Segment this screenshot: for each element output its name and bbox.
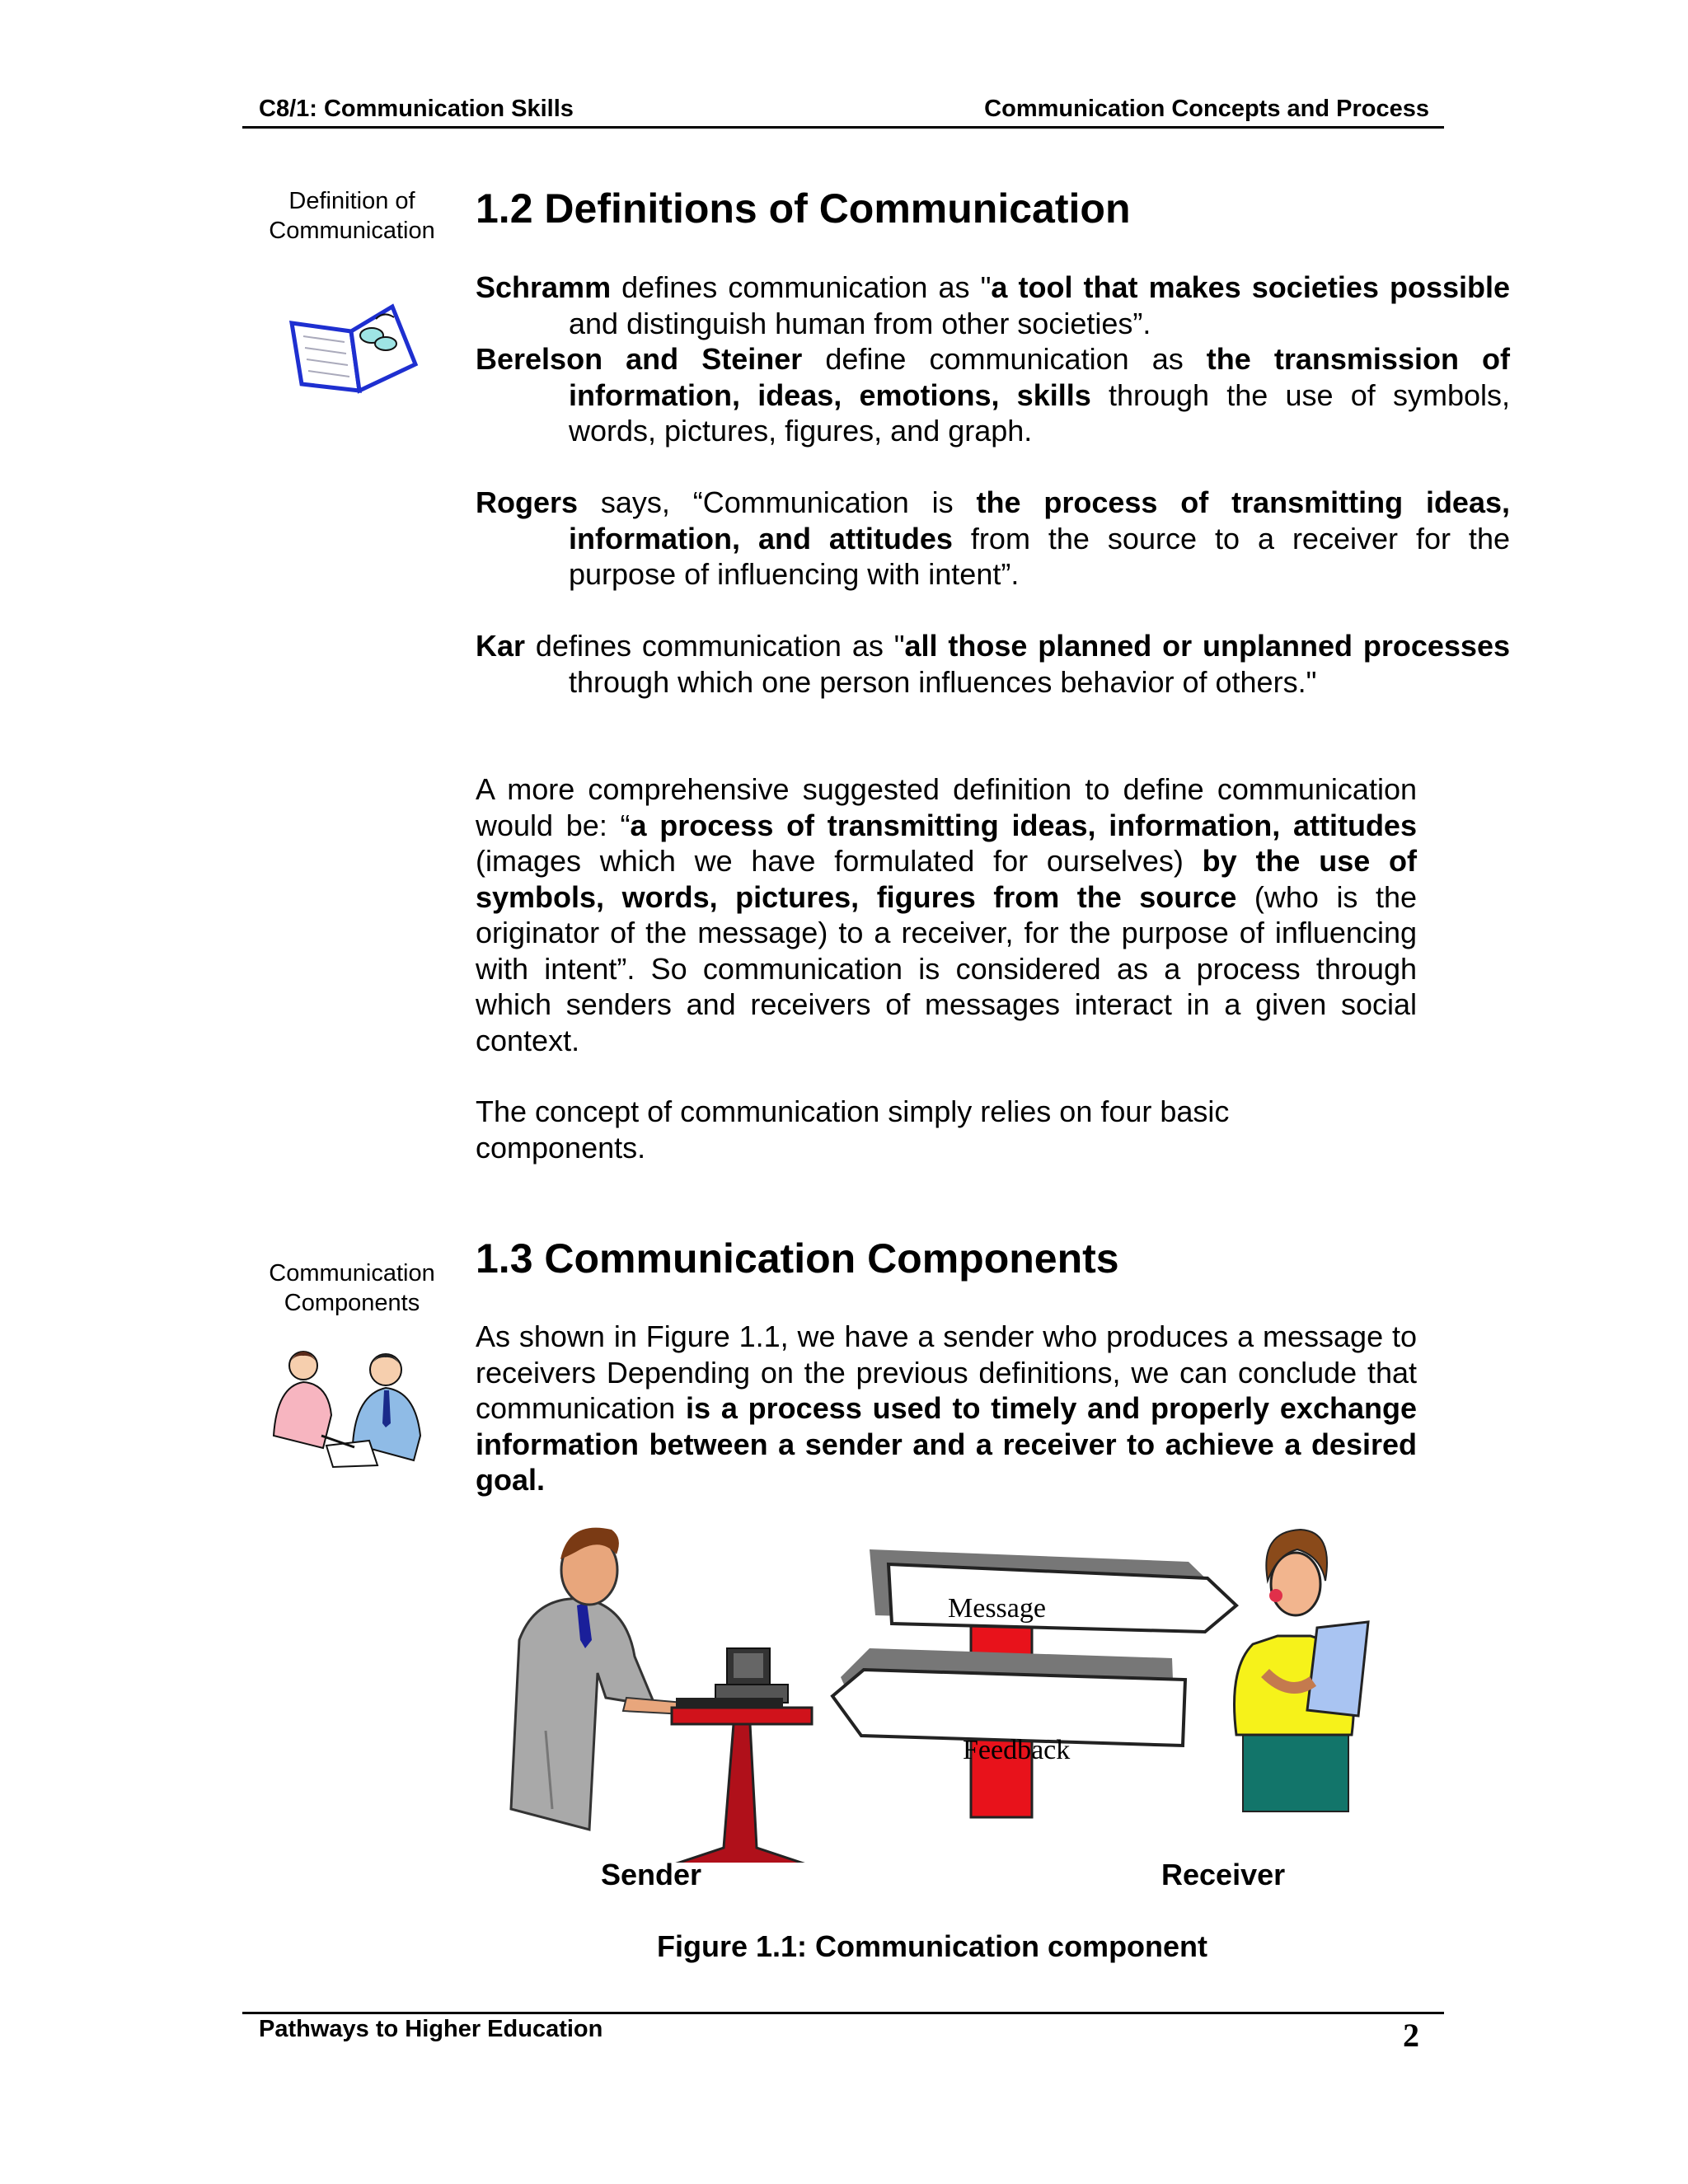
footer-publisher: Pathways to Higher Education bbox=[259, 2016, 603, 2042]
message-sign bbox=[870, 1549, 1236, 1632]
open-book-icon bbox=[287, 298, 419, 397]
definition-schramm: Schramm defines communication as "a tool that makes societies possible and distinguish human from other societies”. bbox=[476, 270, 1510, 340]
sender-illustration bbox=[511, 1528, 684, 1830]
section-1-2-title: 1.2 Definitions of Communication bbox=[476, 185, 1131, 232]
components-paragraph: As shown in Figure 1.1, we have a sender who produces a message to receivers Depending on the previous definitions, we can conclude that communication is a process used to timely and properly exchange information between a sender and a receiver to achieve a desired goal. bbox=[476, 1319, 1417, 1497]
receiver-label: Receiver bbox=[1161, 1858, 1286, 1891]
feedback-sign bbox=[832, 1648, 1185, 1746]
feedback-sign-label: Feedback bbox=[963, 1735, 1071, 1765]
figure-caption: Figure 1.1: Communication component bbox=[657, 1929, 1208, 1963]
meeting-people-icon bbox=[262, 1345, 443, 1469]
side-label-definition: Definition of Communication bbox=[269, 188, 435, 244]
header-course-title: C8/1: Communication Skills bbox=[259, 96, 574, 122]
definition-berelson-steiner: Berelson and Steiner define communication as the transmission of information, ideas, emotions, skills through the use of symbols, words, pictures, figures, and graph. bbox=[476, 342, 1511, 448]
definition-kar: Kar defines communication as "all those planned or unplanned processes through which one person influences behavior of others." bbox=[476, 629, 1510, 699]
communication-figure bbox=[495, 1516, 1401, 1863]
message-sign-label: Message bbox=[948, 1593, 1046, 1624]
sender-label: Sender bbox=[601, 1858, 702, 1891]
receiver-illustration bbox=[1235, 1530, 1369, 1811]
definition-rogers: Rogers says, “Communication is the process of transmitting ideas, information, and attitudes from the source to a receiver for the purpose of influencing with intent”. bbox=[476, 485, 1510, 591]
footer-rule bbox=[242, 2012, 1444, 2014]
header-chapter-title: Communication Concepts and Process bbox=[984, 96, 1429, 122]
header-rule bbox=[242, 126, 1444, 129]
section-1-3-title: 1.3 Communication Components bbox=[476, 1235, 1119, 1282]
comprehensive-definition: A more comprehensive suggested definition to define communication would be: “a process of transmitting ideas, information, attitudes (images which we have formulated for ourselves) by the use of symbols, words, pictures, figures from the source (who is the originator of the message) to a receiver, for the purpose of influencing with intent”. So communication is considered as a process through which senders and receivers of messages interact in a given social context. bbox=[476, 772, 1418, 1057]
concept-paragraph: The concept of communication simply relies on four basic components. bbox=[476, 1094, 1230, 1165]
side-label-components: Communication Components bbox=[269, 1260, 435, 1316]
computer-table-illustration bbox=[672, 1648, 812, 1863]
page-number: 2 bbox=[1403, 2017, 1419, 2054]
